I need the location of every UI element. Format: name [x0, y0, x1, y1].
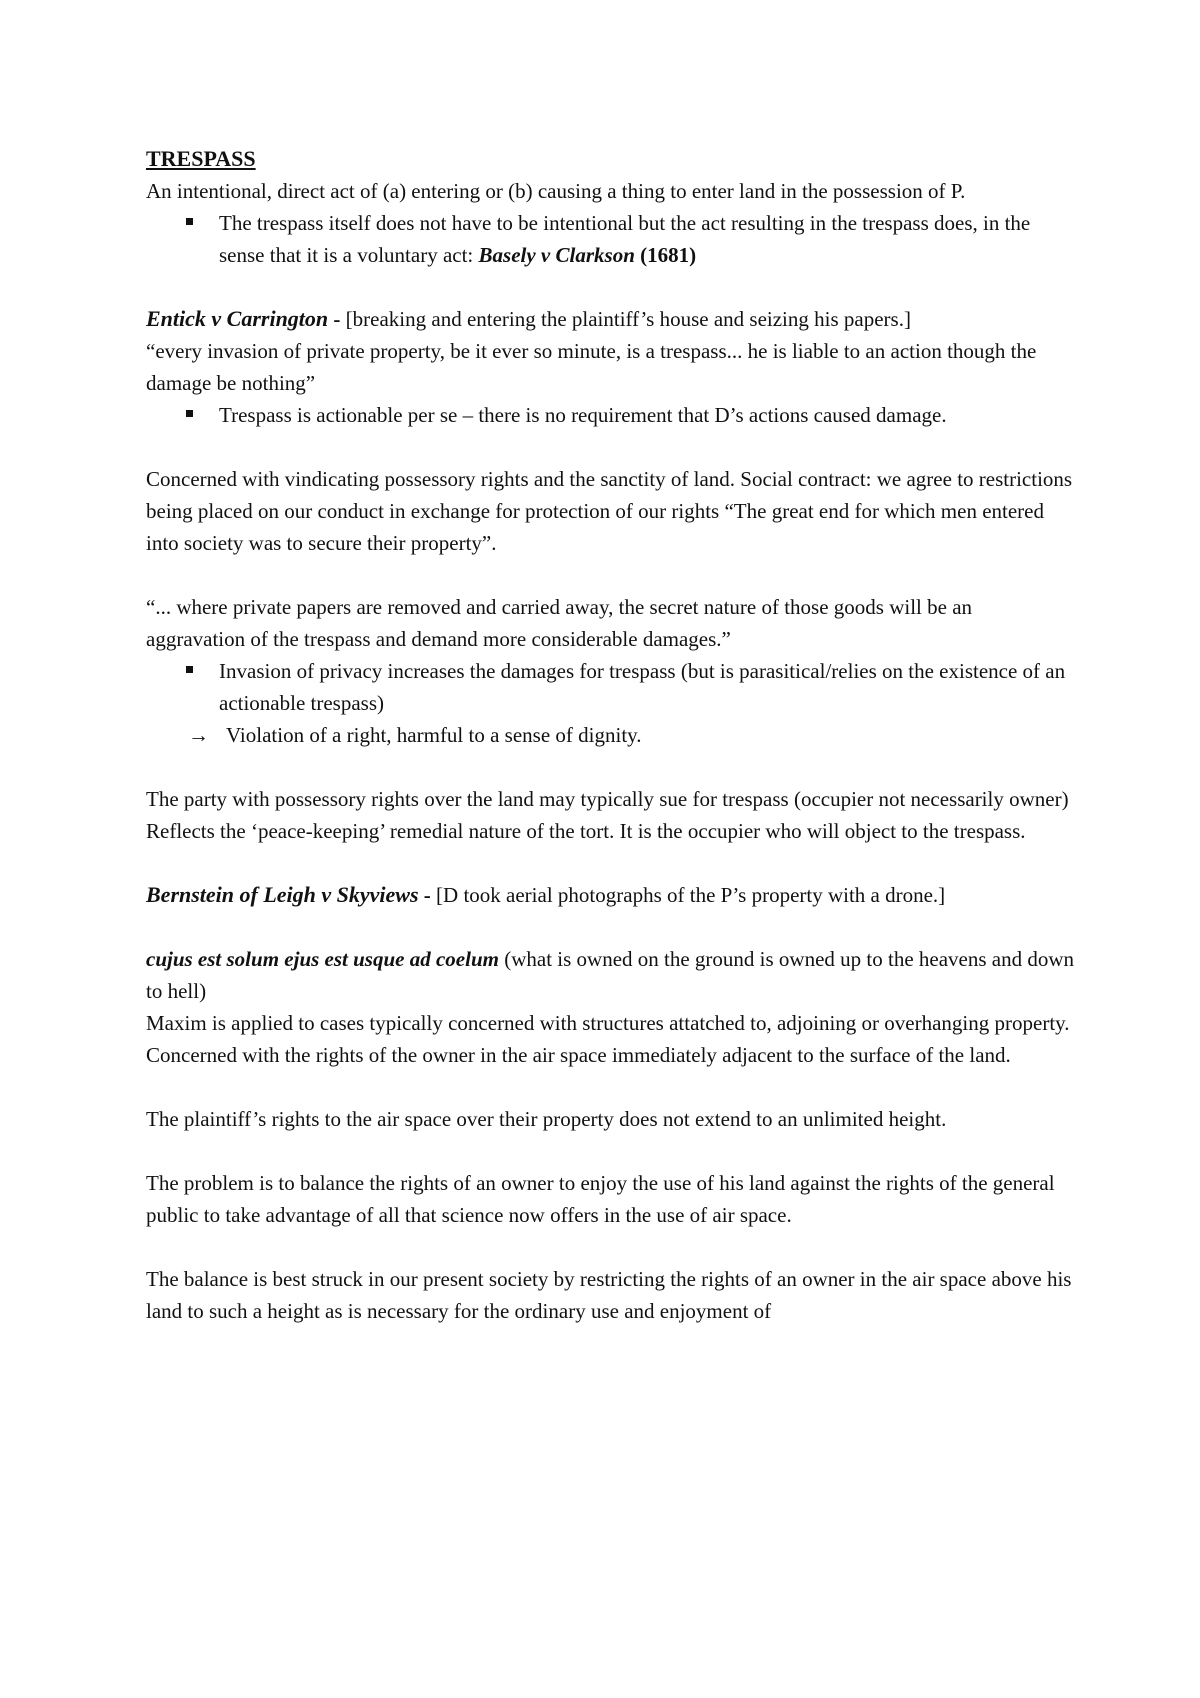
case-year: (1681)	[634, 243, 697, 267]
bernstein-heading	[146, 879, 1076, 911]
maxim-translation: (what is owned on the ground is owned up to the heavens and down to hell)	[146, 947, 1075, 1003]
paragraph-maxim-applied: Maxim is applied to cases typically concerned with structures attatched to, adjoining or overhanging property. Concerned with the rights of the owner in the air space immediately adjacent to the surface of the land.	[146, 1011, 1070, 1067]
document-page	[146, 143, 1076, 1327]
page-title: TRESPASS	[146, 146, 256, 171]
bullet-privacy	[146, 655, 1076, 719]
case-description: [D took aerial photographs of the P’s property with a drone.]	[436, 883, 946, 907]
arrow-right-icon: →	[188, 723, 209, 747]
case-name-entick: Entick v Carrington	[146, 306, 329, 331]
bullet-basely	[146, 207, 1076, 271]
maxim-latin: cujus est solum ejus est usque ad coelum	[146, 947, 499, 971]
paragraph-balance-struck: The balance is best struck in our present society by restricting the rights of an owner in the air space above his land to such a height as is necessary for the ordinary use and enjoyment of	[146, 1267, 1072, 1323]
case-description: [breaking and entering the plaintiff’s house and seizing his papers.]	[345, 307, 911, 331]
arrow-item	[146, 719, 1076, 751]
entick-quote: “every invasion of private property, be it ever so minute, is a trespass... he is liable to an action though the damage be nothing”	[146, 339, 1037, 395]
paragraph-party: The party with possessory rights over the land may typically sue for trespass (occupier not necessarily owner) Reflects the ‘peace-keeping’ remedial nature of the tort. It is the occupier who will object to the trespass.	[146, 787, 1069, 843]
bullet-text: The trespass itself does not have to be intentional but the act resulting in the trespass does, in the sense that it is a voluntary act:	[219, 211, 1031, 267]
paragraph-concerned: Concerned with vindicating possessory rights and the sanctity of land. Social contract: we agree to restrictions being placed on our conduct in exchange for protection of our rights “The great end for which men entered into society was to secure their property”.	[146, 467, 1073, 555]
square-bullet-icon	[186, 666, 193, 673]
paragraph-balance-problem: The problem is to balance the rights of an owner to enjoy the use of his land against the rights of the general public to take advantage of all that science now offers in the use of air space.	[146, 1171, 1055, 1227]
paragraph-height: The plaintiff’s rights to the air space over their property does not extend to an unlimited height.	[146, 1107, 947, 1131]
maxim-paragraph	[146, 943, 1076, 1007]
case-dash: -	[328, 307, 346, 331]
case-name-bernstein: Bernstein of Leigh v Skyviews	[146, 882, 419, 907]
paragraph-private-papers: “... where private papers are removed and carried away, the secret nature of those goods will be an aggravation of the trespass and demand more considerable damages.”	[146, 595, 973, 651]
square-bullet-icon	[186, 410, 193, 417]
case-dash: -	[418, 883, 437, 907]
entick-heading	[146, 303, 1076, 335]
intro-paragraph: An intentional, direct act of (a) entering or (b) causing a thing to enter land in the possession of P.	[146, 179, 966, 203]
bullet-actionable	[146, 399, 1076, 431]
arrow-text: Violation of a right, harmful to a sense of dignity.	[226, 723, 642, 747]
square-bullet-icon	[186, 218, 193, 225]
case-name-basely: Basely v Clarkson	[478, 243, 635, 267]
bullet-text: Trespass is actionable per se – there is no requirement that D’s actions caused damage.	[219, 403, 947, 427]
bullet-text: Invasion of privacy increases the damages for trespass (but is parasitical/relies on the existence of an actionable trespass)	[219, 659, 1066, 715]
